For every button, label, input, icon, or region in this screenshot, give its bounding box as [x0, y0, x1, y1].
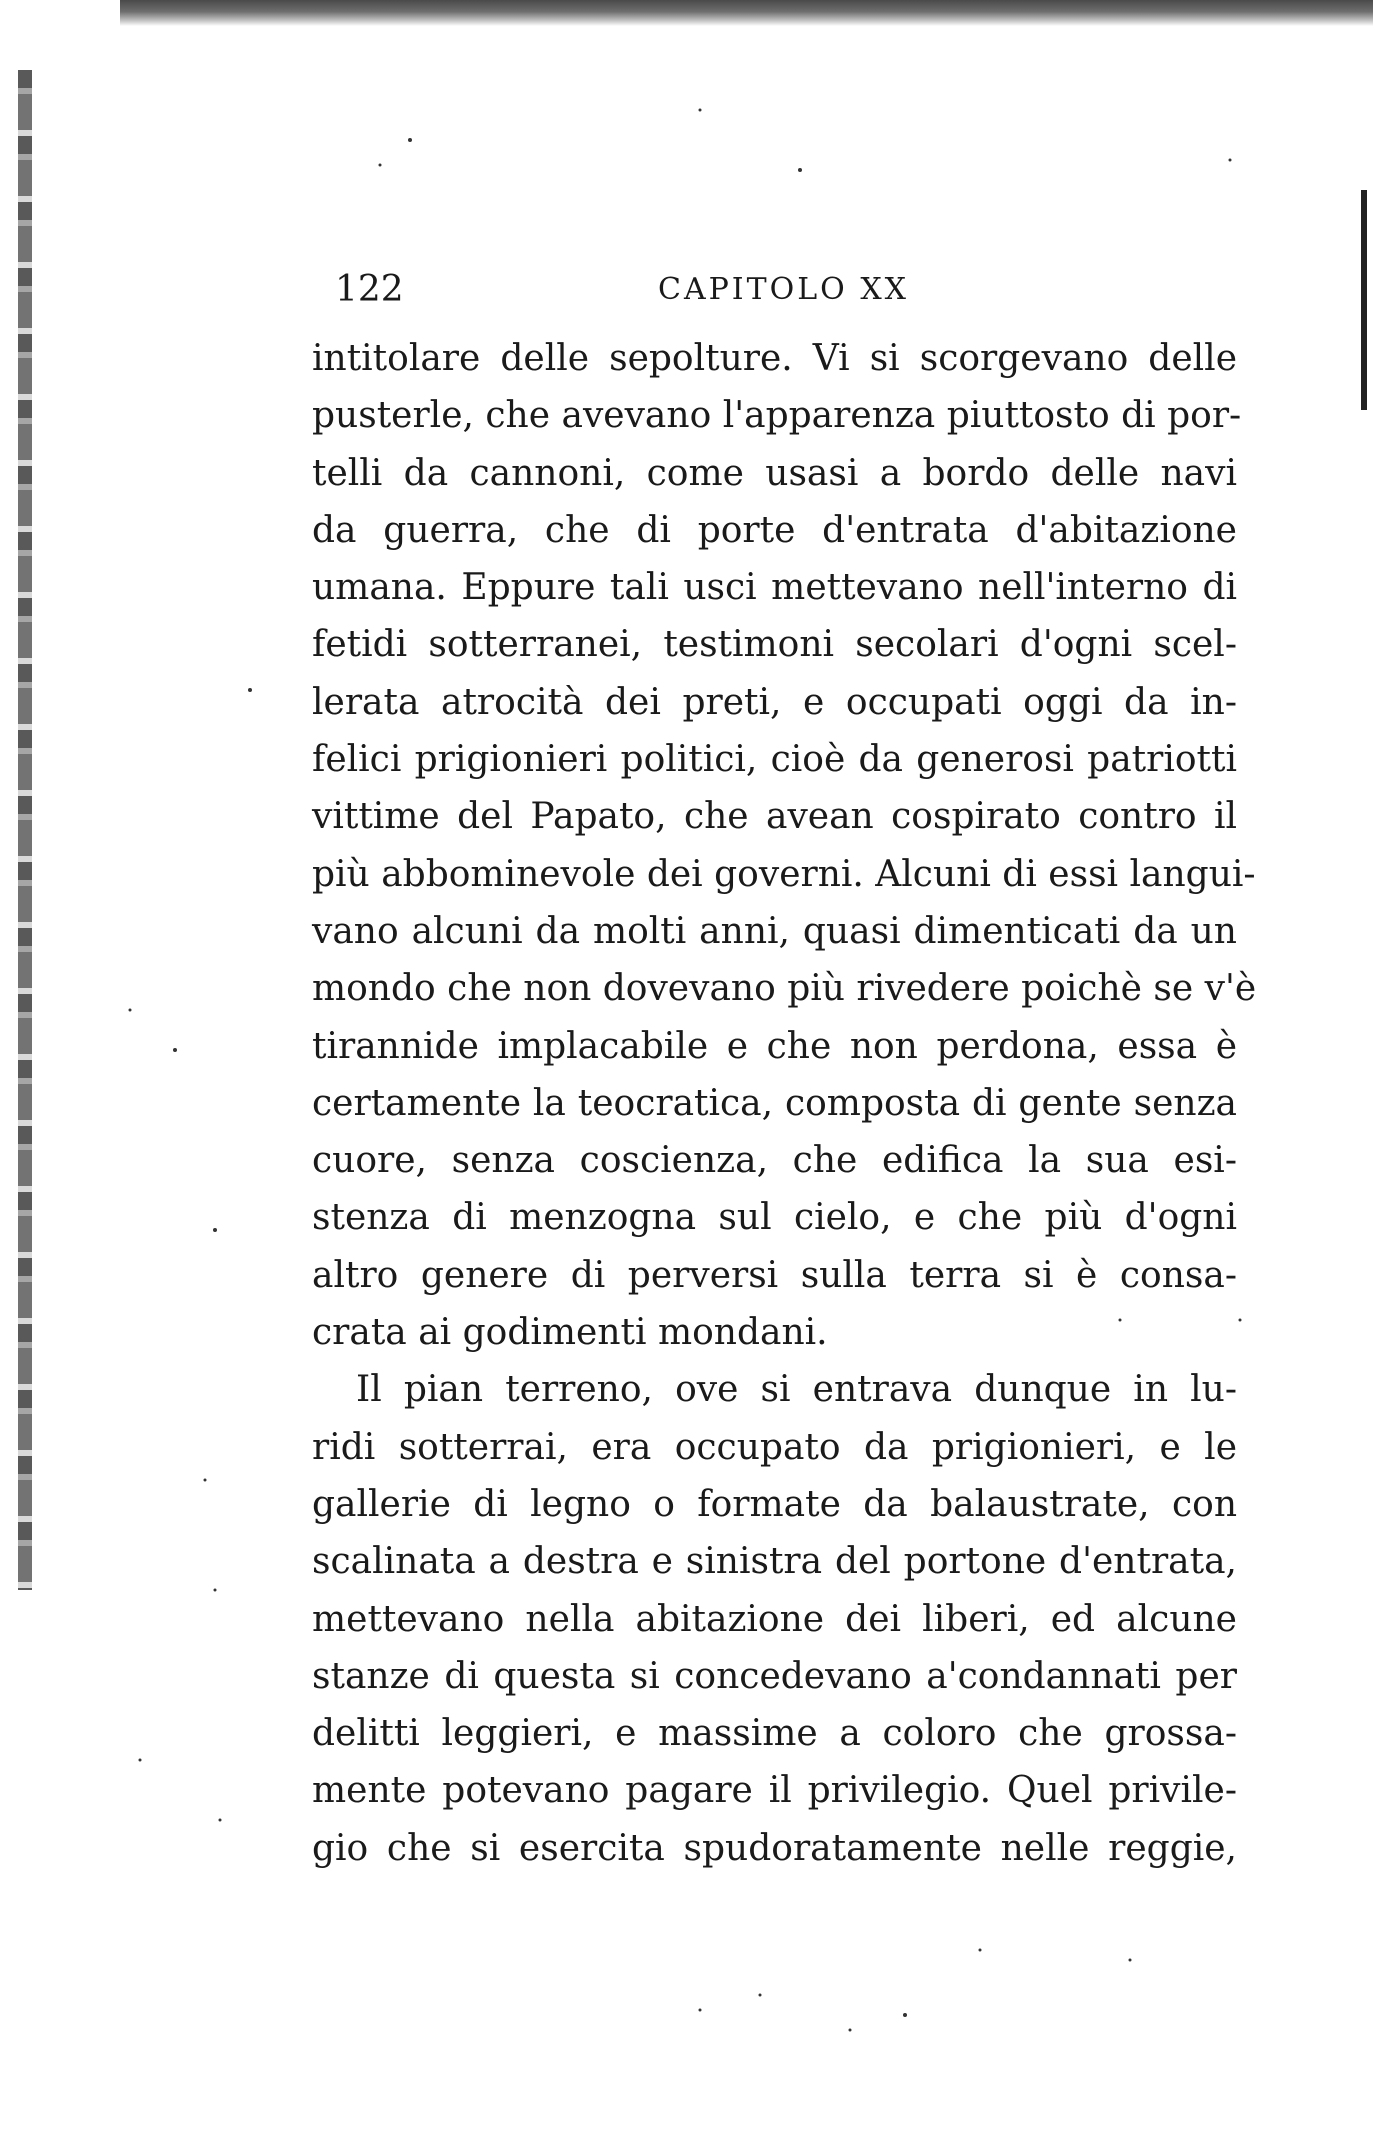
text-line: umana. Eppure tali usci mettevano nell'interno di [312, 567, 1237, 609]
text-line: più abbominevole dei governi. Alcuni di essi langui- [312, 853, 1256, 895]
text-line: mettevano nella abitazione dei liberi, ed alcune [312, 1598, 1237, 1640]
text-line: mondo che non dovevano più rivedere poichè se v'è [312, 968, 1257, 1010]
text-line: cuore, senza coscienza, che edifica la sua esi- [312, 1140, 1237, 1182]
chapter-title: CAPITOLO XX [658, 272, 910, 307]
text-line: tirannide implacabile e che non perdona, essa è [312, 1025, 1237, 1067]
text-line: crata ai godimenti mondani. [312, 1312, 828, 1354]
text-line: vano alcuni da molti anni, quasi dimenticati da un [312, 910, 1237, 952]
text-line: mente potevano pagare il privilegio. Quel privile- [312, 1770, 1237, 1812]
text-line: intitolare delle sepolture. Vi si scorgevano delle [312, 338, 1237, 379]
text-line: lerata atrocità dei preti, e occupati oggi da in- [312, 681, 1237, 723]
text-line: certamente la teocratica, composta di gente senza [312, 1082, 1237, 1124]
text-line: scalinata a destra e sinistra del portone d'entrata, [312, 1541, 1237, 1583]
scan-binding-edge [18, 70, 32, 1590]
text-line: altro genere di perversi sulla terra si è consa- [312, 1254, 1237, 1296]
text-line: da guerra, che di porte d'entrata d'abitazione [312, 509, 1237, 551]
text-line: stenza di menzogna sul cielo, e che più d'ogni [312, 1197, 1237, 1239]
text-line: ridi sotterrai, era occupato da prigionieri, e le [312, 1426, 1237, 1468]
text-line: pusterle, che avevano l'apparenza piuttosto di por- [312, 395, 1242, 437]
page-number: 122 [335, 269, 404, 310]
text-line: gallerie di legno o formate da balaustrate, con [312, 1483, 1237, 1525]
text-line: gio che si esercita spudoratamente nelle reggie, [312, 1827, 1237, 1869]
running-head [335, 268, 1235, 312]
scan-top-edge [120, 0, 1373, 26]
text-line: telli da cannoni, come usasi a bordo delle navi [312, 452, 1237, 494]
text-line: delitti leggieri, e massime a coloro che grossa- [312, 1713, 1237, 1755]
text-line: felici prigionieri politici, cioè da generosi patriotti [312, 739, 1237, 781]
text-line: vittime del Papato, che avean cospirato contro il [312, 796, 1237, 838]
text-line: fetidi sotterranei, testimoni secolari d'ogni scel- [312, 624, 1237, 666]
scan-right-edge-mark [1361, 190, 1367, 410]
text-line: Il pian terreno, ove si entrava dunque in lu- [356, 1369, 1237, 1411]
body-text [312, 330, 1257, 1877]
text-line: stanze di questa si concedevano a'condannati per [312, 1655, 1237, 1697]
